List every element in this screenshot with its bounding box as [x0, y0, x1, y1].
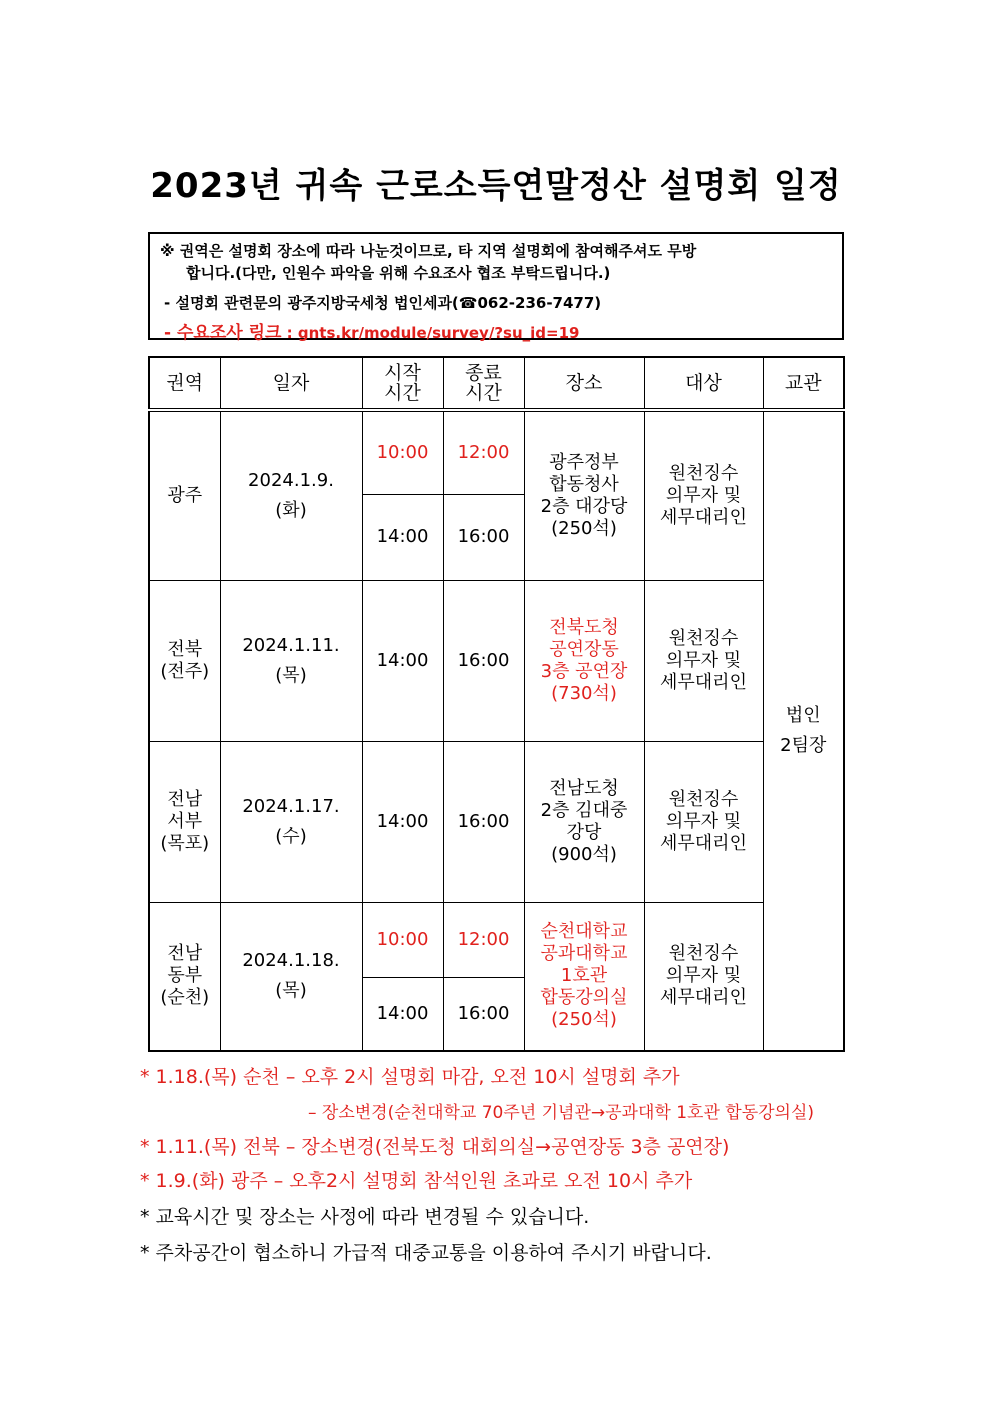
note-item: * 1.18.(목) 순천 – 오후 2시 설명회 마감, 오전 10시 설명회 추가: [140, 1066, 680, 1088]
cell-start: 14:00: [362, 494, 443, 580]
survey-label: - 수요조사 링크: [164, 323, 282, 343]
table-row: [149, 410, 844, 494]
cell-place: 광주정부 합동청사 2층 대강당 (250석): [524, 410, 644, 580]
cell-start: 14:00: [362, 977, 443, 1051]
cell-region: 전북 (전주): [149, 580, 220, 741]
cell-start: 14:00: [362, 741, 443, 902]
note-item: * 교육시간 및 장소는 사정에 따라 변경될 수 있습니다.: [140, 1206, 590, 1228]
cell-start: 14:00: [362, 580, 443, 741]
notice-box: [148, 232, 844, 343]
cell-place: 전북도청 공연장동 3층 공연장 (730석): [524, 580, 644, 741]
cell-target: 원천징수 의무자 및 세무대리인: [644, 410, 763, 580]
cell-end: 16:00: [443, 580, 524, 741]
cell-place: 순천대학교 공과대학교 1호관 합동강의실 (250석): [524, 902, 644, 1051]
survey-link[interactable]: : gnts.kr/module/survey/?su_id=19: [286, 324, 580, 342]
cell-region: 광주: [149, 410, 220, 580]
cell-target: 원천징수 의무자 및 세무대리인: [644, 580, 763, 741]
cell-target: 원천징수 의무자 및 세무대리인: [644, 902, 763, 1051]
cell-region: 전남 동부 (순천): [149, 902, 220, 1051]
header-region: 권역: [149, 357, 220, 410]
schedule-table: [148, 356, 845, 1052]
table-header-row: [149, 357, 844, 410]
notice-line-2: 합니다.(다만, 인원수 파악을 위해 수요조사 협조 부탁드립니다.): [186, 264, 611, 282]
header-target: 대상: [644, 357, 763, 410]
cell-date: 2024.1.17. (수): [220, 741, 362, 902]
cell-place: 전남도청 2층 김대중 강당 (900석): [524, 741, 644, 902]
page-title: 2023년 귀속 근로소득연말정산 설명회 일정: [150, 166, 842, 206]
cell-end: 12:00: [443, 410, 524, 494]
header-instructor: 교관: [763, 357, 844, 410]
cell-instructor: 법인 2팀장: [763, 410, 844, 1051]
note-item: * 1.9.(화) 광주 – 오후2시 설명회 참석인원 초과로 오전 10시 추가: [140, 1170, 693, 1192]
table-row: [149, 902, 844, 977]
table-row: [149, 741, 844, 902]
notice-survey: [164, 318, 579, 343]
notice-contact: - 설명회 관련문의 광주지방국세청 법인세과(☎062-236-7477): [164, 294, 602, 312]
cell-date: 2024.1.11. (목): [220, 580, 362, 741]
table-row: [149, 580, 844, 741]
cell-start: 10:00: [362, 410, 443, 494]
header-start: 시작 시간: [362, 357, 443, 410]
cell-end: 16:00: [443, 741, 524, 902]
cell-date: 2024.1.9. (화): [220, 410, 362, 580]
header-place: 장소: [524, 357, 644, 410]
cell-end: 16:00: [443, 977, 524, 1051]
note-item: * 주차공간이 협소하니 가급적 대중교통을 이용하여 주시기 바랍니다.: [140, 1242, 712, 1264]
cell-target: 원천징수 의무자 및 세무대리인: [644, 741, 763, 902]
cell-region: 전남 서부 (목포): [149, 741, 220, 902]
cell-end: 12:00: [443, 902, 524, 977]
header-end: 종료 시간: [443, 357, 524, 410]
notice-line-1: ※ 권역은 설명회 장소에 따라 나눈것이므로, 타 지역 설명회에 참여해주셔도 무방: [160, 242, 697, 260]
header-date: 일자: [220, 357, 362, 410]
cell-date: 2024.1.18. (목): [220, 902, 362, 1051]
cell-end: 16:00: [443, 494, 524, 580]
note-item: – 장소변경(순천대학교 70주년 기념관→공과대학 1호관 합동강의실): [308, 1103, 815, 1123]
note-item: * 1.11.(목) 전북 – 장소변경(전북도청 대회의실→공연장동 3층 공연장): [140, 1136, 730, 1158]
cell-start: 10:00: [362, 902, 443, 977]
